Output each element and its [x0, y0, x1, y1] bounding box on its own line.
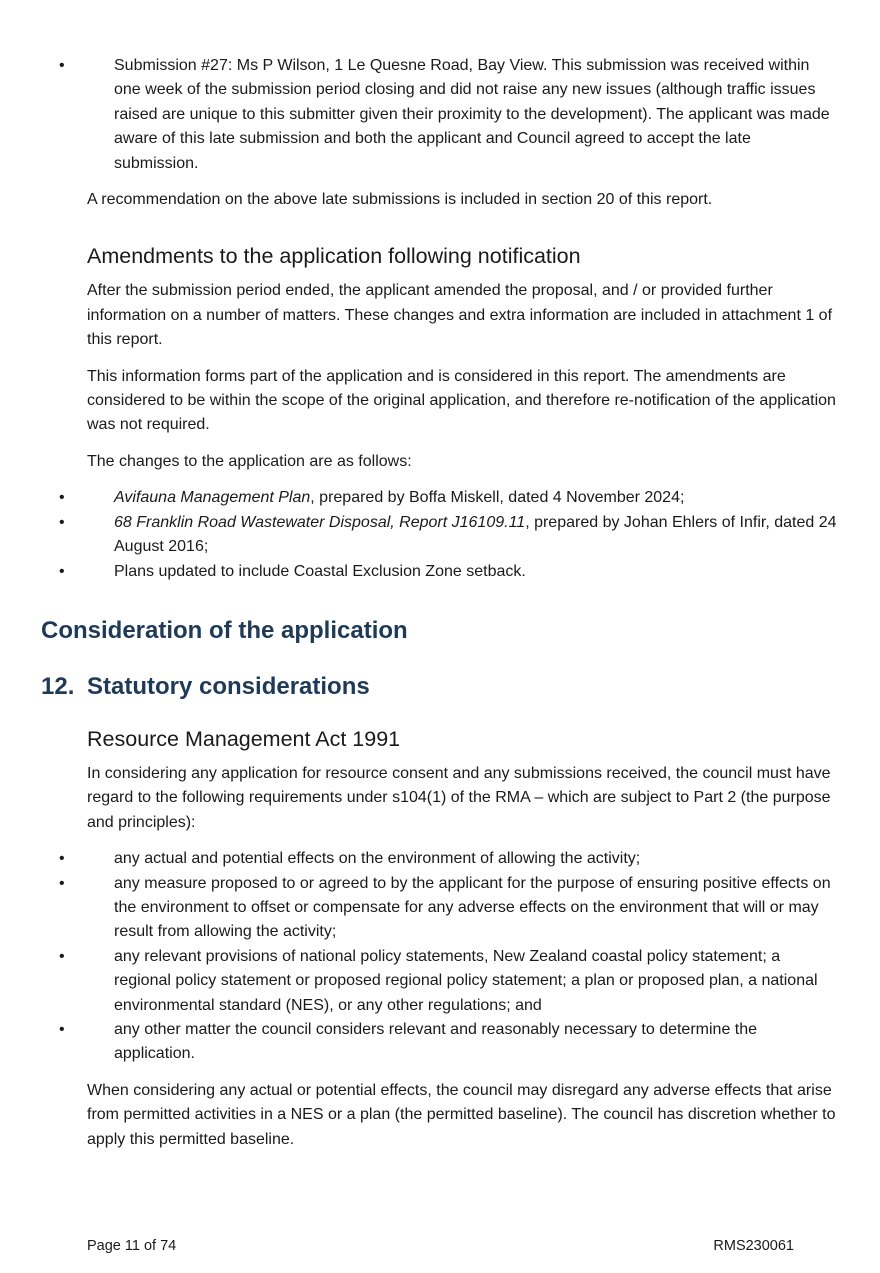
statutory-heading: [41, 672, 837, 702]
changes-list: [59, 486, 837, 584]
list-item: [59, 560, 837, 584]
rma-requirements-list: [59, 847, 837, 1067]
bullet-icon: [59, 560, 87, 584]
section-title: Statutory considerations: [87, 672, 370, 700]
bullet-icon: [59, 54, 87, 78]
bullet-icon: [59, 486, 87, 510]
rma-heading: Resource Management Act 1991: [87, 726, 401, 751]
change-detail: , prepared by Johan Ehlers of Infir, dated 24 August 2016;: [114, 513, 837, 556]
bullet-icon: [59, 872, 87, 896]
page-number: Page 11 of 74: [87, 1238, 177, 1254]
requirement-text: any other matter the council considers relevant and reasonably necessary to determine the application.: [114, 1020, 758, 1063]
amendments-para-3: The changes to the application are as follows:: [87, 452, 412, 470]
list-item: [59, 511, 837, 560]
requirement-text: any relevant provisions of national policy statements, New Zealand coastal policy statement; a regional policy statement or proposed regional policy statement; a plan or proposed plan, a national environmental standard (NES), or any other regulations; and: [114, 947, 818, 1014]
bullet-icon: [59, 511, 87, 535]
page-footer: [87, 1238, 794, 1254]
section-number: 12.: [41, 672, 75, 700]
submission-27-text: Submission #27: Ms P Wilson, 1 Le Quesne Road, Bay View. This submission was received within one week of the submission period closing and did not raise any new issues (although traffic issues raised are unique to this submitter given their proximity to the development). The applicant was made aware of this late submission and both the applicant and Council agreed to accept the late submission.: [114, 57, 830, 172]
bullet-icon: [59, 847, 87, 871]
rma-closing: When considering any actual or potential effects, the council may disregard any adverse effects that arise from permitted activities in a NES or a plan (the permitted baseline). The council has discretion whether to apply this permitted baseline.: [87, 1081, 836, 1148]
amendments-heading: Amendments to the application following notification: [87, 244, 581, 269]
change-detail: , prepared by Boffa Miskell, dated 4 November 2024;: [310, 489, 685, 507]
list-item: [59, 872, 837, 945]
change-title: Avifauna Management Plan: [114, 489, 311, 507]
list-item: [59, 54, 837, 176]
late-submission-recommendation: A recommendation on the above late submissions is included in section 20 of this report.: [87, 191, 713, 209]
bullet-icon: [59, 945, 87, 969]
list-item: [59, 486, 837, 510]
document-reference: RMS230061: [713, 1238, 794, 1254]
change-detail: Plans updated to include Coastal Exclusion Zone setback.: [114, 562, 526, 580]
list-item: [59, 1018, 837, 1067]
page-content: [41, 54, 837, 1164]
change-title: 68 Franklin Road Wastewater Disposal, Report J16109.11: [114, 513, 526, 531]
list-item: [59, 847, 837, 871]
late-submission-list: [59, 54, 837, 176]
consideration-heading: Consideration of the application: [41, 616, 408, 644]
requirement-text: any actual and potential effects on the environment of allowing the activity;: [114, 850, 641, 868]
list-item: [59, 945, 837, 1018]
rma-intro: In considering any application for resource consent and any submissions received, the council must have regard to the following requirements under s104(1) of the RMA – which are subject to Part 2 (the purpose and principles):: [87, 764, 831, 831]
requirement-text: any measure proposed to or agreed to by the applicant for the purpose of ensuring positive effects on the environment to offset or compensate for any adverse effects on the environment that will or may result from allowing the activity;: [114, 874, 831, 941]
amendments-para-1: After the submission period ended, the applicant amended the proposal, and / or provided further information on a number of matters. These changes and extra information are included in attachment 1 of this report.: [87, 282, 833, 349]
amendments-para-2: This information forms part of the application and is considered in this report. The amendments are considered to be within the scope of the original application, and therefore re-notification of the application was not required.: [87, 367, 836, 434]
bullet-icon: [59, 1018, 87, 1042]
